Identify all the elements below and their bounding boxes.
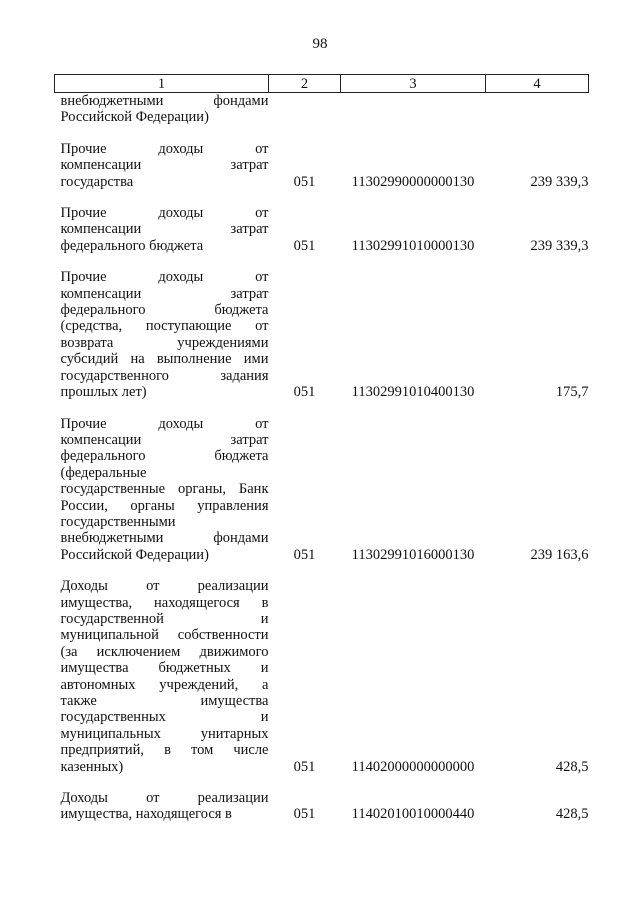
header-col-4: 4 bbox=[486, 75, 589, 93]
amount-cell: 239 163,6 bbox=[530, 546, 589, 563]
income-name-line: государственных и bbox=[60, 709, 269, 726]
income-name-line: Доходы от реализации bbox=[60, 790, 269, 807]
income-name-cell bbox=[55, 93, 269, 141]
table-row bbox=[55, 790, 589, 823]
table-row bbox=[55, 93, 589, 141]
income-name-line: прошлых лет) bbox=[60, 384, 147, 401]
income-name-line: (за исключением движимого bbox=[60, 643, 269, 660]
income-name-line: внебюджетными фондами bbox=[60, 93, 269, 109]
income-name-line: субсидий на выполнение ими bbox=[60, 351, 269, 368]
income-name-line: Доходы от реализации bbox=[60, 578, 269, 595]
income-name-line: компенсации затрат bbox=[60, 157, 269, 174]
budget-table bbox=[54, 74, 589, 823]
amount-cell: 239 339,3 bbox=[530, 237, 589, 254]
budget-code-cell: 11302990000000130 bbox=[351, 173, 475, 190]
income-name-line: государственными bbox=[60, 513, 176, 530]
income-name-cell bbox=[55, 578, 269, 790]
header-col-2: 2 bbox=[269, 75, 341, 93]
admin-code-cell: 051 bbox=[293, 806, 316, 823]
admin-code-cell: 051 bbox=[293, 546, 316, 563]
budget-code-cell: 11302991016000130 bbox=[351, 546, 475, 563]
income-name-line: имущества, находящегося в bbox=[60, 806, 232, 823]
income-name-line: компенсации затрат bbox=[60, 285, 269, 302]
table-row bbox=[55, 578, 589, 790]
admin-code-cell bbox=[269, 93, 341, 141]
income-name-line: федерального бюджета bbox=[60, 237, 204, 254]
income-name-line: государственные органы, Банк bbox=[60, 481, 269, 498]
table-row bbox=[55, 416, 589, 579]
admin-code-cell: 051 bbox=[293, 758, 316, 775]
income-name-line: России, органы управления bbox=[60, 497, 269, 514]
income-name-line: предприятий, в том числе bbox=[60, 742, 269, 759]
table-row bbox=[55, 269, 589, 415]
income-name-line: муниципальных унитарных bbox=[60, 725, 269, 742]
income-name-line: Прочие доходы от bbox=[60, 140, 269, 157]
budget-code-cell bbox=[341, 93, 486, 141]
income-name-cell bbox=[55, 790, 269, 823]
income-name-cell bbox=[55, 269, 269, 415]
budget-code-cell: 11402010010000440 bbox=[351, 806, 475, 823]
income-name-line: компенсации затрат bbox=[60, 221, 269, 238]
page-number: 98 bbox=[312, 36, 328, 52]
admin-code-cell: 051 bbox=[293, 384, 316, 401]
budget-code-cell: 11302991010400130 bbox=[351, 384, 475, 401]
income-name-line: государства bbox=[60, 173, 134, 190]
income-name-line: муниципальной собственности bbox=[60, 627, 269, 644]
income-name-line: Прочие доходы от bbox=[60, 205, 269, 222]
income-name-cell bbox=[55, 205, 269, 269]
income-name-line: имущества, находящегося в bbox=[60, 594, 269, 611]
income-name-line: Прочие доходы от bbox=[60, 269, 269, 286]
income-name-cell bbox=[55, 416, 269, 579]
income-name-cell bbox=[55, 141, 269, 205]
income-name-line: казенных) bbox=[60, 758, 124, 775]
table-row bbox=[55, 205, 589, 269]
admin-code-cell: 051 bbox=[293, 173, 316, 190]
amount-cell: 428,5 bbox=[555, 806, 589, 823]
income-name-line: внебюджетными фондами bbox=[60, 530, 269, 547]
income-name-line: Российской Федерации) bbox=[60, 109, 209, 126]
income-name-line: компенсации затрат bbox=[60, 431, 269, 448]
amount-cell: 239 339,3 bbox=[530, 173, 589, 190]
income-name-line: федерального бюджета bbox=[60, 302, 269, 319]
admin-code-cell: 051 bbox=[293, 237, 316, 254]
header-col-3: 3 bbox=[341, 75, 486, 93]
income-name-line: Прочие доходы от bbox=[60, 415, 269, 432]
income-name-line: государственной и bbox=[60, 610, 269, 627]
income-name-line: автономных учреждений, а bbox=[60, 676, 269, 693]
income-name-line: возврата учреждениями bbox=[60, 334, 269, 351]
budget-code-cell: 11402000000000000 bbox=[351, 758, 475, 775]
income-name-line: (федеральные bbox=[60, 464, 147, 481]
income-name-line: (средства, поступающие от bbox=[60, 318, 269, 335]
income-name-line: государственного задания bbox=[60, 367, 269, 384]
income-name-line: федерального бюджета bbox=[60, 448, 269, 465]
table-header-row bbox=[55, 75, 589, 93]
budget-code-cell: 11302991010000130 bbox=[351, 237, 475, 254]
table-row bbox=[55, 141, 589, 205]
header-col-1: 1 bbox=[55, 75, 269, 93]
income-name-line: также имущества bbox=[60, 693, 269, 709]
income-name-line: Российской Федерации) bbox=[60, 546, 209, 563]
amount-cell: 175,7 bbox=[555, 384, 589, 401]
amount-cell: 428,5 bbox=[555, 758, 589, 775]
income-name-line: имущества бюджетных и bbox=[60, 660, 269, 677]
amount-cell bbox=[486, 93, 589, 141]
